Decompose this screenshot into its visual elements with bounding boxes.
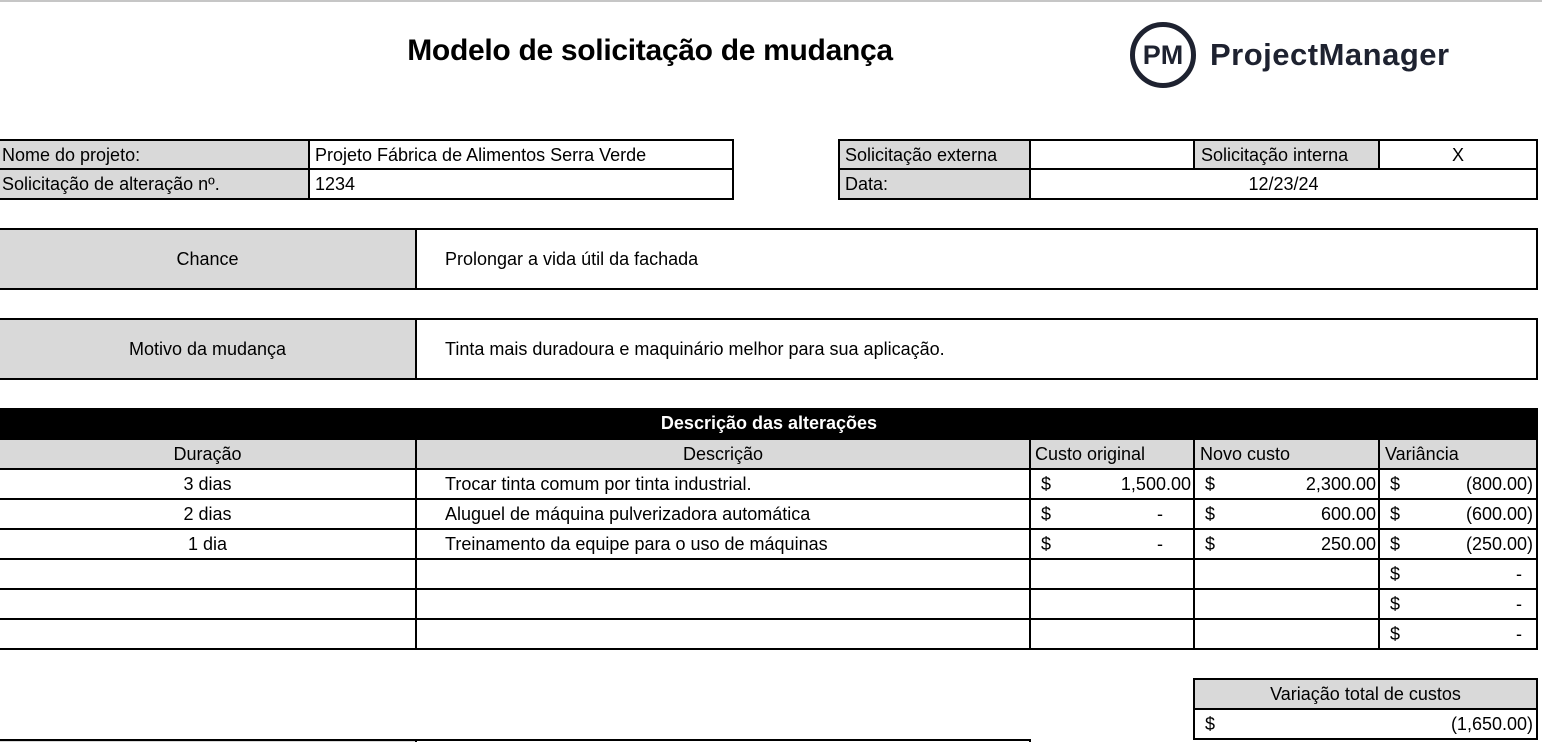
project-name-label: Nome do projeto: [0, 139, 310, 170]
currency-symbol: $ [1390, 624, 1401, 644]
currency-symbol: $ [1041, 504, 1052, 524]
currency-symbol: $ [1390, 564, 1401, 584]
amount: (600.00) [1465, 504, 1533, 524]
row-6-description[interactable] [415, 618, 1031, 650]
external-request-label: Solicitação externa [838, 139, 1031, 170]
top-border [0, 0, 1542, 2]
row-5-original-cost[interactable] [1029, 588, 1195, 620]
currency-symbol: $ [1041, 474, 1052, 494]
row-1-new-cost[interactable] [1193, 468, 1380, 500]
currency-symbol: $ [1205, 534, 1216, 554]
amount: (800.00) [1465, 474, 1533, 494]
row-4-original-cost[interactable] [1029, 558, 1195, 590]
amount: 250.00 [1320, 534, 1376, 554]
row-2-new-cost[interactable] [1193, 498, 1380, 530]
date-field[interactable]: 12/23/24 [1029, 168, 1538, 200]
amount: 1,500.00 [1120, 474, 1191, 494]
row-3-new-cost[interactable] [1193, 528, 1380, 560]
currency-symbol: $ [1390, 534, 1401, 554]
currency-symbol: $ [1390, 504, 1401, 524]
projectmanager-logo [1130, 20, 1450, 90]
external-request-field[interactable] [1029, 139, 1195, 170]
col-header-description: Descrição [415, 438, 1031, 470]
row-2-description[interactable]: Aluguel de máquina pulverizadora automática [415, 498, 1031, 530]
amount: (250.00) [1465, 534, 1533, 554]
currency-symbol: $ [1205, 504, 1216, 524]
row-1-description[interactable]: Trocar tinta comum por tinta industrial. [415, 468, 1031, 500]
page-title: Modelo de solicitação de mudança [407, 34, 893, 67]
row-1-variance [1378, 468, 1538, 500]
col-header-variance: Variância [1378, 438, 1538, 470]
amount: (1,650.00) [1450, 714, 1533, 734]
col-header-new-cost: Novo custo [1193, 438, 1380, 470]
row-3-variance [1378, 528, 1538, 560]
total-variance-value [1193, 708, 1538, 740]
currency-symbol: $ [1205, 714, 1216, 734]
row-4-new-cost[interactable] [1193, 558, 1380, 590]
currency-symbol: $ [1205, 474, 1216, 494]
row-3-original-cost[interactable] [1029, 528, 1195, 560]
row-5-description[interactable] [415, 588, 1031, 620]
amount: 2,300.00 [1305, 474, 1376, 494]
total-variance-label: Variação total de custos [1193, 678, 1538, 710]
reason-label: Motivo da mudança [0, 318, 417, 380]
chance-field[interactable]: Prolongar a vida útil da fachada [415, 228, 1538, 290]
row-2-duration[interactable]: 2 dias [0, 498, 417, 530]
currency-symbol: $ [1390, 474, 1401, 494]
amount: - [1157, 534, 1163, 554]
row-6-variance [1378, 618, 1538, 650]
currency-symbol: $ [1390, 594, 1401, 614]
row-2-variance [1378, 498, 1538, 530]
row-6-new-cost[interactable] [1193, 618, 1380, 650]
row-5-new-cost[interactable] [1193, 588, 1380, 620]
logo-text: ProjectManager [1210, 37, 1450, 72]
row-1-duration[interactable]: 3 dias [0, 468, 417, 500]
row-5-duration[interactable] [0, 588, 417, 620]
internal-request-label: Solicitação interna [1193, 139, 1380, 170]
row-4-duration[interactable] [0, 558, 417, 590]
amount: - [1516, 564, 1522, 584]
row-5-variance [1378, 588, 1538, 620]
change-request-no-label: Solicitação de alteração nº. [0, 168, 310, 200]
row-4-variance [1378, 558, 1538, 590]
date-label: Data: [838, 168, 1031, 200]
row-2-original-cost[interactable] [1029, 498, 1195, 530]
amount: - [1516, 594, 1522, 614]
amount: - [1516, 624, 1522, 644]
change-request-no-field[interactable]: 1234 [308, 168, 734, 200]
internal-request-field[interactable]: X [1378, 139, 1538, 170]
col-header-duration: Duração [0, 438, 417, 470]
row-4-description[interactable] [415, 558, 1031, 590]
row-6-original-cost[interactable] [1029, 618, 1195, 650]
changes-table-title: Descrição das alterações [0, 408, 1538, 440]
row-3-duration[interactable]: 1 dia [0, 528, 417, 560]
row-6-duration[interactable] [0, 618, 417, 650]
reason-field[interactable]: Tinta mais duradoura e maquinário melhor para sua aplicação. [415, 318, 1538, 380]
amount: 600.00 [1320, 504, 1376, 524]
pm-logo-icon: PM [1130, 22, 1196, 88]
project-name-field[interactable]: Projeto Fábrica de Alimentos Serra Verde [308, 139, 734, 170]
col-header-original-cost: Custo original [1029, 438, 1195, 470]
row-3-description[interactable]: Treinamento da equipe para o uso de máquinas [415, 528, 1031, 560]
row-1-original-cost[interactable] [1029, 468, 1195, 500]
chance-label: Chance [0, 228, 417, 290]
amount: - [1157, 504, 1163, 524]
currency-symbol: $ [1041, 534, 1052, 554]
